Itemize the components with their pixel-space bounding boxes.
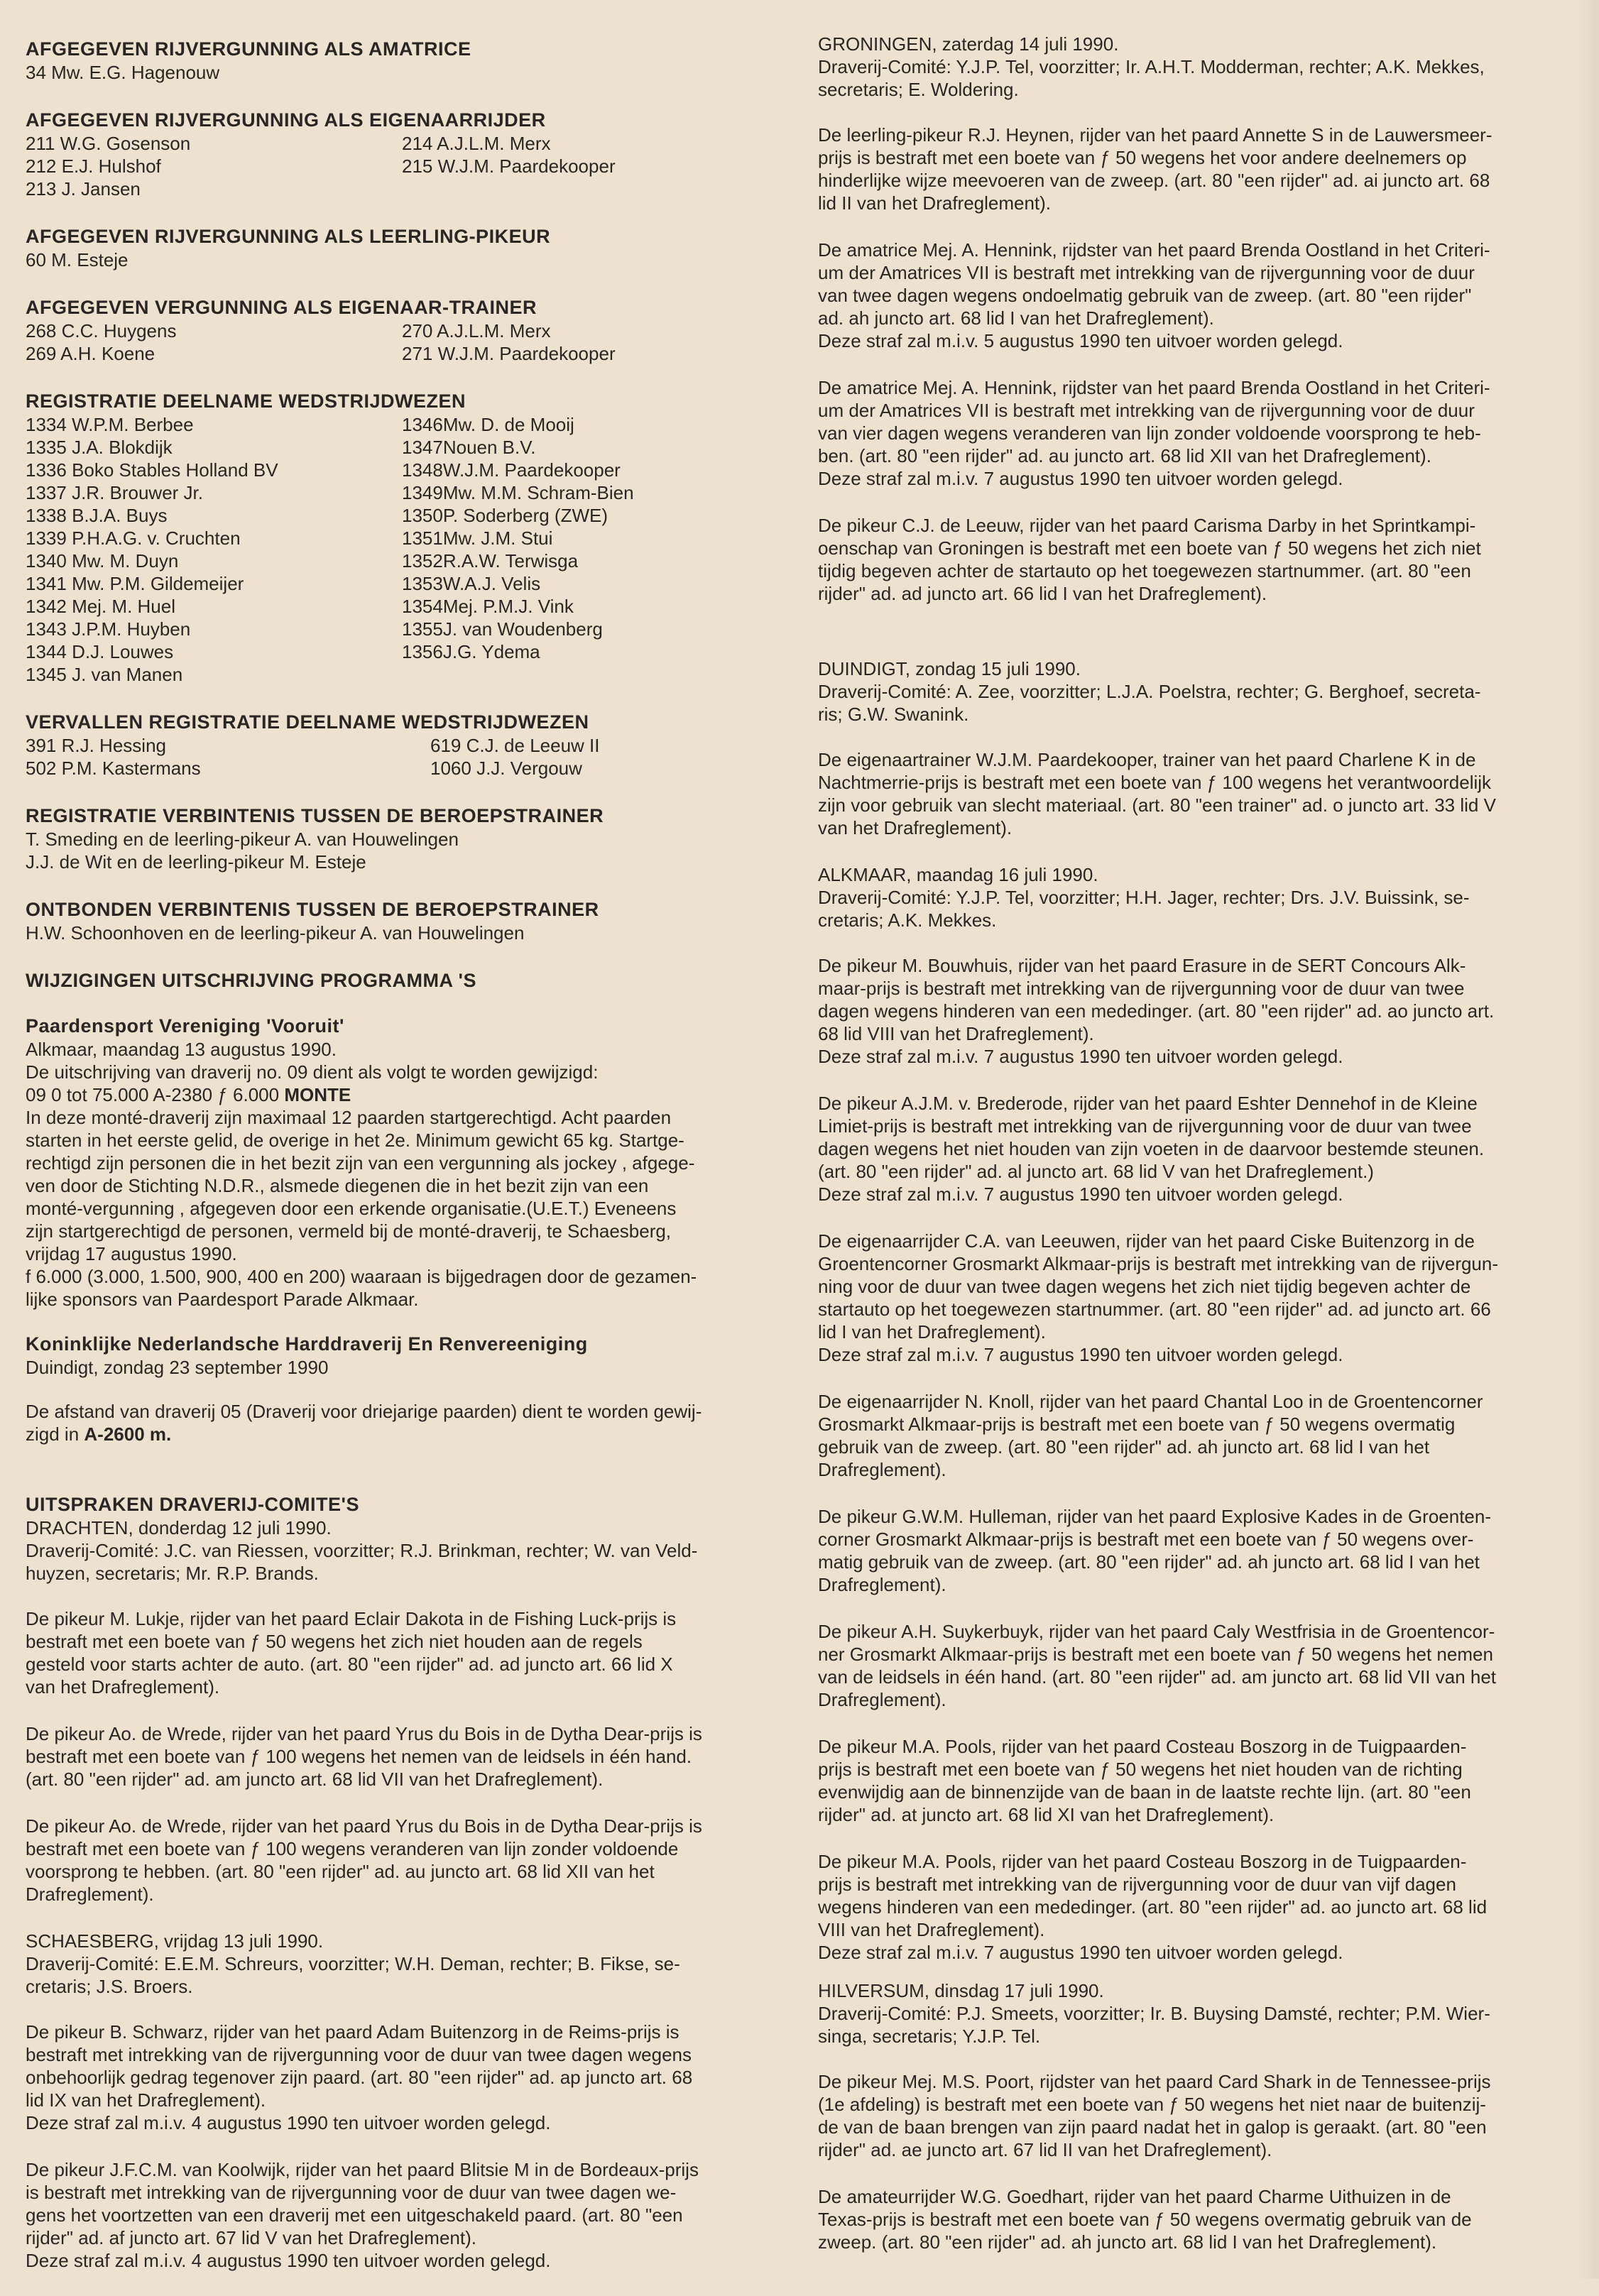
text-line: De eigenaarrijder N. Knoll, rijder van het paard Chantal Loo in de Groentencorner — [818, 1391, 1483, 1412]
text-line: ben. (art. 80 "een rijder" ad. au juncto art. 68 lid XII van het Drafreglement). — [818, 445, 1431, 466]
section-heading: REGISTRATIE DEELNAME WEDSTRIJDWEZEN — [26, 390, 466, 412]
section-eigenaarrijder — [26, 108, 792, 200]
text-line: rechtigd zijn personen die in het bezit zijn van een vergunning als jockey , afgege- — [26, 1152, 695, 1174]
text-line: Nachtmerrie-prijs is bestraft met een boete van ƒ 100 wegens het verantwoordelijk — [818, 772, 1492, 793]
text-line: 1354Mej. P.M.J. Vink — [402, 596, 574, 617]
text-line: Deze straf zal m.i.v. 7 augustus 1990 ten uitvoer worden gelegd. — [818, 1183, 1343, 1205]
org-title: Paardensport Vereniging 'Vooruit' — [26, 1015, 344, 1037]
text-line: 68 lid VIII van het Drafreglement). — [818, 1023, 1094, 1044]
text-line: 1338 B.J.A. Buys — [26, 505, 168, 526]
text-line: gens het voortzetten van een draverij met een uitgeschakeld paard. (art. 80 "een — [26, 2204, 683, 2226]
text-line: Draverij-Comité: E.E.M. Schreurs, voorzitter; W.H. Deman, rechter; B. Fikse, se- — [26, 1953, 680, 1974]
text-line: De amatrice Mej. A. Hennink, rijdster van het paard Brenda Oostland in het Criteri- — [818, 239, 1490, 261]
ruling — [818, 1620, 1578, 1711]
ruling — [818, 748, 1578, 839]
text-line: Draverij-Comité: J.C. van Riessen, voorzitter; R.J. Brinkman, rechter; W. van Veld- — [26, 1540, 698, 1561]
text-line: prijs is bestraft met intrekking van de rijvergunning voor de duur van vijf dagen — [818, 1874, 1456, 1895]
text-line: De pikeur Ao. de Wrede, rijder van het paard Yrus du Bois in de Dytha Dear-prijs is — [26, 1815, 702, 1837]
text-line: 502 P.M. Kastermans — [26, 758, 201, 779]
text-line: evenwijdig aan de binnenzijde van de baan in de laatste rechte lijn. (art. 80 "een — [818, 1781, 1471, 1803]
text-line: van de leidsels in één hand. (art. 80 "een rijder" ad. am juncto art. 68 lid VII van het — [818, 1666, 1497, 1688]
text-line: 34 Mw. E.G. Hagenouw — [26, 62, 220, 83]
ruling — [818, 376, 1578, 490]
list — [26, 61, 792, 84]
ruling — [818, 1505, 1578, 1596]
text-line: 1337 J.R. Brouwer Jr. — [26, 482, 203, 503]
list-col-2 — [402, 413, 792, 686]
text-line: 391 R.J. Hessing — [26, 735, 166, 756]
text-line: J.J. de Wit en de leerling-pikeur M. Esteje — [26, 851, 366, 873]
ruling — [26, 2021, 792, 2134]
text-line: De amatrice Mej. A. Hennink, rijdster van het paard Brenda Oostland in het Criteri- — [818, 377, 1490, 398]
race-type: MONTE — [284, 1084, 351, 1105]
text-line: Texas-prijs is bestraft met een boete van ƒ 50 wegens overmatig gebruik van de — [818, 2209, 1472, 2230]
section-heading: ONTBONDEN VERBINTENIS TUSSEN DE BEROEPSTRAINER — [26, 899, 599, 920]
section-heading: UITSPRAKEN DRAVERIJ-COMITE'S — [26, 1494, 359, 1515]
section-verbintenis — [26, 804, 792, 873]
ruling — [818, 1390, 1578, 1481]
ruling — [818, 1735, 1578, 1826]
list-col-2 — [402, 734, 792, 780]
section-registratie — [26, 389, 792, 686]
text-line: De pikeur C.J. de Leeuw, rijder van het paard Carisma Darby in het Sprintkampi- — [818, 515, 1476, 536]
section-ontbonden — [26, 897, 792, 944]
text-line: van het Drafreglement). — [818, 817, 1013, 838]
text-line: Draverij-Comité: P.J. Smeets, voorzitter; Ir. B. Buysing Damsté, rechter; P.M. Wier- — [818, 2003, 1490, 2024]
right-column — [818, 33, 1578, 2278]
text-line: Drafreglement). — [818, 1574, 946, 1595]
text-line: VIII van het Drafreglement). — [818, 1919, 1045, 1940]
two-column-list — [26, 319, 792, 365]
text-line: um der Amatrices VII is bestraft met intrekking van de rijvergunning voor de duur — [818, 400, 1475, 421]
text-line: gesteld voor starts achter de auto. (art. 80 "een rijder" ad. ad juncto art. 66 lid X — [26, 1653, 673, 1675]
venue-schaesberg — [26, 1930, 792, 1998]
text-line: De pikeur G.W.M. Hulleman, rijder van het paard Explosive Kades in de Groenten- — [818, 1506, 1492, 1527]
section-leerling-pikeur — [26, 224, 792, 271]
text-line: lid I van het Drafreglement). — [818, 1321, 1046, 1343]
text-line: secretaris; E. Woldering. — [818, 79, 1019, 100]
text-line: onbehoorlijk gedrag tegenover zijn paard. (art. 80 "een rijder" ad. ap juncto art. 68 — [26, 2067, 693, 2088]
vooruit-block — [26, 1014, 792, 1311]
text-line: monté-vergunning , afgegeven door een erkende organisatie.(U.E.T.) Eveneens — [26, 1198, 677, 1219]
ruling — [26, 1815, 792, 1906]
distance: A-2600 m. — [84, 1423, 172, 1445]
text-line: 1345 J. van Manen — [26, 664, 183, 685]
text-line: 1060 J.J. Vergouw — [430, 758, 582, 779]
text-line: huyzen, secretaris; Mr. R.P. Brands. — [26, 1563, 319, 1584]
text-line: Drafreglement). — [818, 1689, 946, 1710]
text-line: De pikeur J.F.C.M. van Koolwijk, rijder van het paard Blitsie M in de Bordeaux-prijs — [26, 2159, 699, 2180]
text-line: Grosmarkt Alkmaar-prijs is bestraft met een boete van ƒ 50 wegens overmatig — [818, 1414, 1456, 1435]
list — [26, 828, 792, 873]
text-line: matig gebruik van de zweep. (art. 80 "een rijder" ad. ah juncto art. 68 lid I van het — [818, 1551, 1480, 1573]
text-line: oenschap van Groningen is bestraft met een boete van ƒ 50 wegens het zich niet — [818, 537, 1481, 559]
list-col-1 — [26, 734, 402, 780]
text-line: 1351Mw. J.M. Stui — [402, 527, 553, 549]
text-line: 1340 Mw. M. Duyn — [26, 550, 179, 572]
ruling — [26, 1607, 792, 1698]
text-line: 1343 J.P.M. Huyben — [26, 618, 191, 640]
race-line — [26, 1083, 792, 1106]
text-line: De eigenaartrainer W.J.M. Paardekooper, trainer van het paard Charlene K in de — [818, 749, 1476, 770]
text-line: Drafreglement). — [26, 1884, 154, 1905]
ruling — [818, 514, 1578, 605]
text-line: De eigenaarrijder C.A. van Leeuwen, rijder van het paard Ciske Buitenzorg in de — [818, 1230, 1475, 1252]
text-line: 215 W.J.M. Paardekooper — [402, 155, 616, 177]
section-heading: AFGEGEVEN RIJVERGUNNING ALS AMATRICE — [26, 38, 471, 60]
text-line: 271 W.J.M. Paardekooper — [402, 343, 616, 364]
text-line: Deze straf zal m.i.v. 4 augustus 1990 ten uitvoer worden gelegd. — [26, 2250, 551, 2271]
section-heading: REGISTRATIE VERBINTENIS TUSSEN DE BEROEPSTRAINER — [26, 805, 604, 826]
text-line: Draverij-Comité: A. Zee, voorzitter; L.J.A. Poelstra, rechter; G. Berghoef, secreta- — [818, 681, 1481, 702]
section-heading: AFGEGEVEN RIJVERGUNNING ALS LEERLING-PIKEUR — [26, 226, 551, 247]
text-line: maar-prijs is bestraft met intrekking van de rijvergunning voor de duur van twee — [818, 978, 1465, 999]
text-line: hinderlijke wijze meevoeren van de zweep. (art. 80 "een rijder" ad. ai juncto art. 68 — [818, 170, 1490, 191]
ruling — [818, 124, 1578, 214]
text-line: is bestraft met intrekking van de rijvergunning voor de duur van twee dagen we- — [26, 2182, 677, 2203]
text-line: De pikeur M.A. Pools, rijder van het paard Costeau Boszorg in de Tuigpaarden- — [818, 1851, 1467, 1872]
text-line: 1336 Boko Stables Holland BV — [26, 459, 278, 481]
khrv-block — [26, 1332, 792, 1445]
venue-hilversum — [818, 1979, 1578, 2048]
text-line: In deze monté-draverij zijn maximaal 12 paarden startgerechtigd. Acht paarden — [26, 1107, 672, 1128]
text-line: dagen wegens hinderen van een mededinger. (art. 80 "een rijder" ad. ao juncto art. — [818, 1000, 1495, 1022]
ruling — [818, 239, 1578, 352]
text-line: GRONINGEN, zaterdag 14 juli 1990. — [818, 33, 1119, 55]
text-line: 214 A.J.L.M. Merx — [402, 133, 551, 154]
text-line: Groentencorner Grosmarkt Alkmaar-prijs is bestraft met intrekking van de rijvergun- — [818, 1253, 1499, 1274]
text-line: rijder" ad. ad juncto art. 66 lid I van het Drafreglement). — [818, 583, 1267, 604]
list-col-1 — [26, 413, 402, 686]
text-line: van het Drafreglement). — [26, 1676, 220, 1698]
text-line: De pikeur B. Schwarz, rijder van het paard Adam Buitenzorg in de Reims-prijs is — [26, 2021, 680, 2043]
text-line: singa, secretaris; Y.J.P. Tel. — [818, 2026, 1041, 2047]
text-line: cretaris; A.K. Mekkes. — [818, 909, 997, 931]
ruling — [26, 1722, 792, 1791]
body-line — [26, 1423, 792, 1445]
text-line: lijke sponsors van Paardesport Parade Alkmaar. — [26, 1289, 419, 1310]
text-line: Deze straf zal m.i.v. 7 augustus 1990 ten uitvoer worden gelegd. — [818, 1046, 1343, 1067]
text-line: ning voor de duur van twee dagen wegens het zich niet tijdig begeven achter de — [818, 1276, 1471, 1297]
venue-alkmaar — [818, 863, 1578, 931]
text-line: De pikeur A.H. Suykerbuyk, rijder van het paard Caly Westfrisia in de Groentencor- — [818, 1621, 1495, 1642]
text-line: zijn voor gebruik van slecht materiaal. (art. 80 "een trainer" ad. o juncto art. 33 lid V — [818, 794, 1496, 816]
list-col-2 — [402, 319, 792, 365]
venue-groningen — [818, 33, 1578, 101]
text-line: cretaris; J.S. Broers. — [26, 1976, 193, 1997]
text-line: voorsprong te hebben. (art. 80 "een rijder" ad. au juncto art. 68 lid XII van het — [26, 1861, 655, 1882]
text-line: De uitschrijving van draverij no. 09 dient als volgt te worden gewijzigd: — [26, 1061, 599, 1083]
text-line: 60 M. Esteje — [26, 249, 129, 270]
section-vervallen — [26, 710, 792, 780]
text-line: zweep. (art. 80 "een rijder" ad. ah juncto art. 68 lid I van het Drafreglement). — [818, 2231, 1437, 2253]
text-line: prijs is bestraft met een boete van ƒ 50 wegens het voor andere deelnemers op — [818, 147, 1467, 168]
list-col-1 — [26, 319, 402, 365]
text-line: van vier dagen wegens veranderen van lijn zonder voldoende voorsprong te heb- — [818, 422, 1481, 444]
section-wijzigingen — [26, 968, 792, 993]
list-col-1 — [26, 132, 402, 200]
text-line: f 6.000 (3.000, 1.500, 900, 400 en 200) waaraan is bijgedragen door de gezamen- — [26, 1266, 697, 1287]
left-column — [26, 37, 792, 2296]
text-line: bestraft met een boete van ƒ 100 wegens veranderen van lijn zonder voldoende — [26, 1838, 679, 1859]
section-amatrice — [26, 37, 792, 84]
venue-duindigt — [818, 657, 1578, 726]
text-line: prijs is bestraft met een boete van ƒ 50 wegens het niet houden van de richting — [818, 1759, 1463, 1780]
text-line: 1349Mw. M.M. Schram-Bien — [402, 482, 634, 503]
text-line: corner Grosmarkt Alkmaar-prijs is bestraft met een boete van ƒ 50 wegens over- — [818, 1529, 1474, 1550]
text-line: De pikeur A.J.M. v. Brederode, rijder van het paard Eshter Dennehof in de Kleine — [818, 1093, 1478, 1114]
text-line: 1353W.A.J. Velis — [402, 573, 541, 594]
text-line: (1e afdeling) is bestraft met een boete van ƒ 50 wegens het niet naar de buitenzij- — [818, 2094, 1486, 2115]
section-heading: WIJZIGINGEN UITSCHRIJVING PROGRAMMA 'S — [26, 970, 476, 991]
venue-line: Duindigt, zondag 23 september 1990 — [26, 1357, 329, 1378]
text-line: Drafreglement). — [818, 1459, 946, 1480]
text-line: starten in het eerste gelid, de overige in het 2e. Minimum gewicht 65 kg. Startge- — [26, 1130, 684, 1151]
text-line: De pikeur Ao. de Wrede, rijder van het paard Yrus du Bois in de Dytha Dear-prijs is — [26, 1723, 702, 1744]
text-line: de van de baan brengen van zijn paard nadat het in galop is geraakt. (art. 80 "een — [818, 2116, 1487, 2138]
venue-drachten — [26, 1516, 792, 1585]
text-line: DUINDIGT, zondag 15 juli 1990. — [818, 658, 1081, 679]
text-line: De pikeur M. Lukje, rijder van het paard Eclair Dakota in de Fishing Luck-prijs is — [26, 1608, 677, 1629]
text-line: 211 W.G. Gosenson — [26, 133, 191, 154]
ruling — [26, 2158, 792, 2272]
text-line: De pikeur M. Bouwhuis, rijder van het paard Erasure in de SERT Concours Alk- — [818, 955, 1466, 976]
text-line: 1356J.G. Ydema — [402, 641, 540, 662]
text-line: rijder" ad. ae juncto art. 67 lid II van het Drafreglement). — [818, 2139, 1272, 2160]
body-lines — [26, 1106, 792, 1311]
race-spec: 09 0 tot 75.000 A-2380 ƒ 6.000 — [26, 1084, 285, 1105]
two-column-list — [26, 132, 792, 200]
text-line: Deze straf zal m.i.v. 7 augustus 1990 ten uitvoer worden gelegd. — [818, 468, 1343, 489]
text-line: rijder" ad. at juncto art. 68 lid XI van het Drafreglement). — [818, 1804, 1275, 1825]
text-line: 1342 Mej. M. Huel — [26, 596, 175, 617]
text-line: gebruik van de zweep. (art. 80 "een rijder" ad. ah juncto art. 68 lid I van het — [818, 1436, 1430, 1458]
org-title: Koninklijke Nederlandsche Harddraverij En Renvereeniging — [26, 1333, 588, 1355]
text-line: 1344 D.J. Louwes — [26, 641, 174, 662]
section-heading: AFGEGEVEN RIJVERGUNNING ALS EIGENAARRIJDER — [26, 109, 546, 131]
text-line: vrijdag 17 augustus 1990. — [26, 1243, 237, 1264]
text-line: Draverij-Comité: Y.J.P. Tel, voorzitter; Ir. A.H.T. Modderman, rechter; A.K. Mekkes, — [818, 56, 1485, 77]
text-line: SCHAESBERG, vrijdag 13 juli 1990. — [26, 1930, 324, 1952]
text-line: 268 C.C. Huygens — [26, 320, 177, 341]
ruling — [818, 1092, 1578, 1206]
text-line: H.W. Schoonhoven en de leerling-pikeur A. van Houwelingen — [26, 922, 525, 944]
text-line: Deze straf zal m.i.v. 5 augustus 1990 ten uitvoer worden gelegd. — [818, 330, 1343, 351]
text-line: 212 E.J. Hulshof — [26, 155, 161, 177]
ruling — [818, 1850, 1578, 1964]
ruling — [818, 954, 1578, 1068]
list-col-2 — [402, 132, 792, 200]
text-line: ner Grosmarkt Alkmaar-prijs is bestraft met een boete van ƒ 50 wegens het nemen — [818, 1644, 1493, 1665]
body-line: De afstand van draverij 05 (Draverij voor driejarige paarden) dient te worden gewij- — [26, 1401, 702, 1422]
body-pre: zigd in — [26, 1423, 84, 1445]
text-line: HILVERSUM, dinsdag 17 juli 1990. — [818, 1980, 1104, 2001]
text-line: bestraft met een boete van ƒ 50 wegens het zich niet houden aan de regels — [26, 1631, 643, 1652]
page-edge-shadow — [1578, 0, 1599, 2279]
text-line: 213 J. Jansen — [26, 178, 141, 199]
ruling — [818, 2070, 1578, 2161]
two-column-list — [26, 413, 792, 686]
text-line: 1339 P.H.A.G. v. Cruchten — [26, 527, 241, 549]
text-line: bestraft met intrekking van de rijvergunning voor de duur van twee dagen wegens — [26, 2044, 692, 2065]
text-line: (art. 80 "een rijder" ad. al juncto art. 68 lid V van het Drafreglement.) — [818, 1161, 1374, 1182]
section-heading: VERVALLEN REGISTRATIE DEELNAME WEDSTRIJDWEZEN — [26, 711, 589, 733]
text-line: rijder" ad. af juncto art. 67 lid V van het Drafreglement). — [26, 2227, 476, 2248]
text-line: 1350P. Soderberg (ZWE) — [402, 505, 608, 526]
text-line: lid II van het Drafreglement). — [818, 192, 1052, 214]
section-heading: AFGEGEVEN VERGUNNING ALS EIGENAAR-TRAINER — [26, 297, 537, 318]
list — [26, 922, 792, 944]
text-line: De pikeur Mej. M.S. Poort, rijdster van het paard Card Shark in de Tennessee-prijs — [818, 2071, 1491, 2092]
text-line: 1341 Mw. P.M. Gildemeijer — [26, 573, 244, 594]
text-line: Alkmaar, maandag 13 augustus 1990. — [26, 1039, 337, 1060]
text-line: 1352R.A.W. Terwisga — [402, 550, 579, 572]
text-line: ris; G.W. Swanink. — [818, 704, 969, 725]
text-line: Deze straf zal m.i.v. 7 augustus 1990 ten uitvoer worden gelegd. — [818, 1942, 1343, 1963]
text-line: 270 A.J.L.M. Merx — [402, 320, 551, 341]
text-line: lid IX van het Drafreglement). — [26, 2089, 266, 2111]
text-line: 1346Mw. D. de Mooij — [402, 414, 574, 435]
text-line: 1355J. van Woudenberg — [402, 618, 603, 640]
text-line: um der Amatrices VII is bestraft met intrekking van de rijvergunning voor de duur — [818, 262, 1475, 283]
text-line: 1335 J.A. Blokdijk — [26, 437, 173, 458]
text-line: ad. ah juncto art. 68 lid I van het Drafreglement). — [818, 307, 1214, 329]
text-line: 619 C.J. de Leeuw II — [430, 735, 600, 756]
text-line: Limiet-prijs is bestraft met intrekking van de rijvergunning voor de duur van twee — [818, 1115, 1472, 1137]
text-line: 1347Nouen B.V. — [402, 437, 536, 458]
text-line: Draverij-Comité: Y.J.P. Tel, voorzitter; H.H. Jager, rechter; Drs. J.V. Buissink, se- — [818, 887, 1470, 908]
text-line: van twee dagen wegens ondoelmatig gebruik van de zweep. (art. 80 "een rijder" — [818, 285, 1472, 306]
text-line: (art. 80 "een rijder" ad. am juncto art. 68 lid VII van het Drafreglement). — [26, 1769, 604, 1790]
text-line: DRACHTEN, donderdag 12 juli 1990. — [26, 1517, 332, 1538]
text-line: ALKMAAR, maandag 16 juli 1990. — [818, 864, 1098, 885]
text-line: Deze straf zal m.i.v. 4 augustus 1990 ten uitvoer worden gelegd. — [26, 2112, 551, 2133]
text-line: T. Smeding en de leerling-pikeur A. van Houwelingen — [26, 829, 459, 850]
list — [26, 248, 792, 271]
text-line: wegens hinderen van een mededinger. (art. 80 "een rijder" ad. ao juncto art. 68 lid — [818, 1896, 1488, 1918]
text-line: bestraft met een boete van ƒ 100 wegens het nemen van de leidsels in één hand. — [26, 1746, 692, 1767]
text-line: De amateurrijder W.G. Goedhart, rijder van het paard Charme Uithuizen in de — [818, 2186, 1451, 2207]
ruling — [818, 1230, 1578, 1366]
text-line: tijdig begeven achter de startauto op het toegewezen startnummer. (art. 80 "een — [818, 560, 1471, 581]
intro-lines — [26, 1038, 792, 1083]
ruling — [818, 2185, 1578, 2253]
text-line: ven door de Stichting N.D.R., alsmede diegenen die in het bezit zijn van een — [26, 1175, 649, 1196]
text-line: De leerling-pikeur R.J. Heynen, rijder van het paard Annette S in de Lauwersmeer- — [818, 124, 1492, 146]
text-line: zijn startgerechtigd de personen, vermeld bij de monté-draverij, te Schaesberg, — [26, 1220, 672, 1242]
text-line: 269 A.H. Koene — [26, 343, 155, 364]
section-eigenaar-trainer — [26, 295, 792, 365]
text-line: dagen wegens het niet houden van zijn voeten in de daarvoor bestemde steunen. — [818, 1138, 1485, 1159]
text-line: De pikeur M.A. Pools, rijder van het paard Costeau Boszorg in de Tuigpaarden- — [818, 1736, 1467, 1757]
text-line: 1348W.J.M. Paardekooper — [402, 459, 621, 481]
text-line: 1334 W.P.M. Berbee — [26, 414, 194, 435]
text-line: Deze straf zal m.i.v. 7 augustus 1990 ten uitvoer worden gelegd. — [818, 1344, 1343, 1365]
text-line: startauto op het toegewezen startnummer. (art. 80 "een rijder" ad. ad juncto art. 66 — [818, 1299, 1491, 1320]
two-column-list — [26, 734, 792, 780]
